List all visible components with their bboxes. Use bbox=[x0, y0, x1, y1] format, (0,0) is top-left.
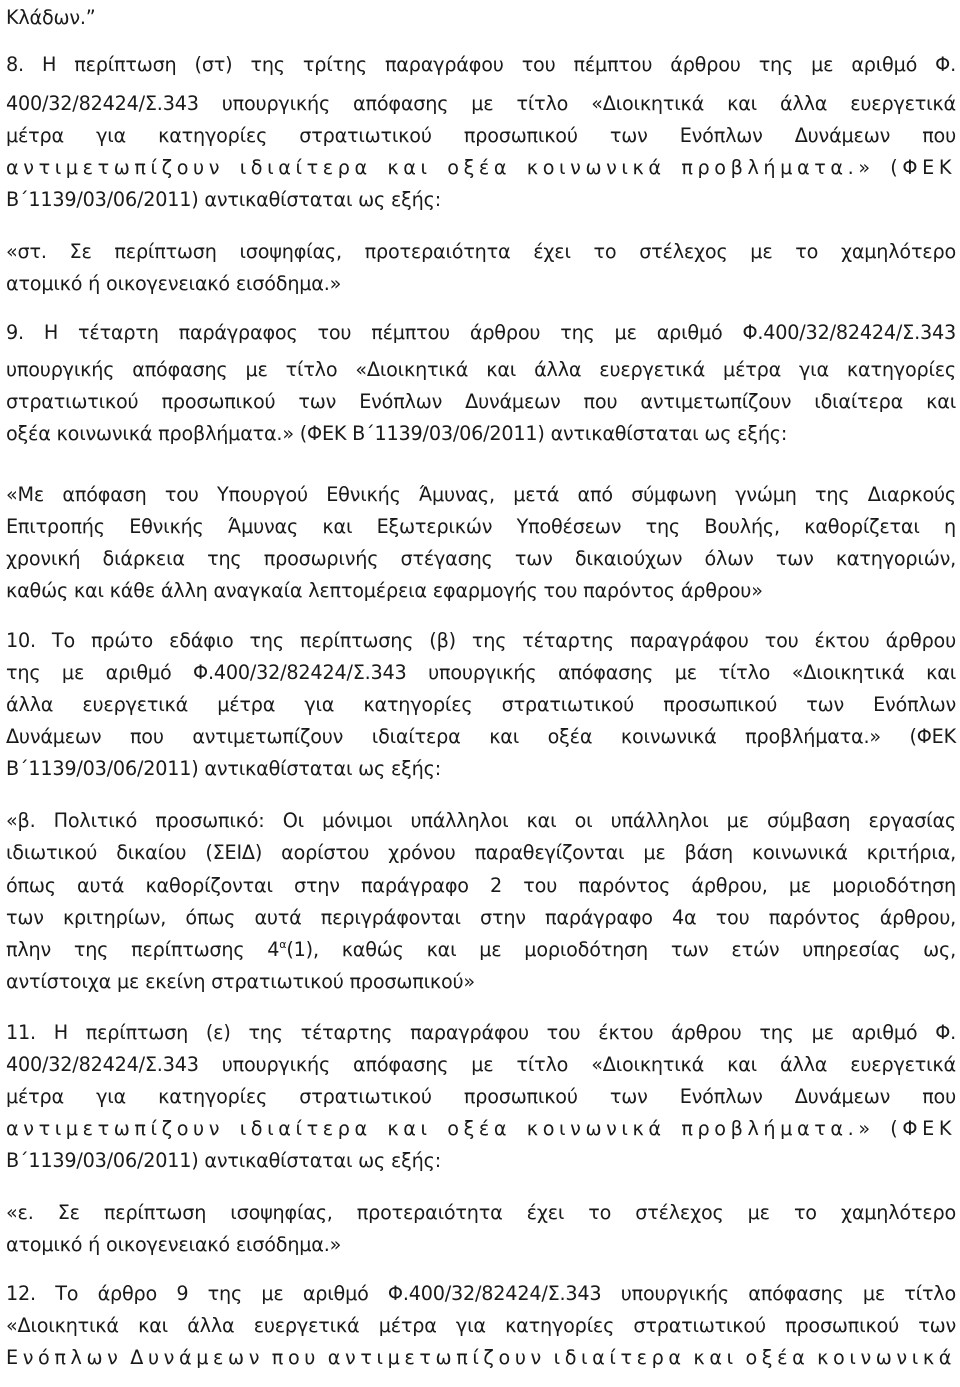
text-line-content: άλλα ευεργετικά μέτρα για κατηγορίες στρατιωτικού προσωπικού των Ενόπλων bbox=[6, 693, 956, 716]
text-line-content: 10. Το πρώτο εδάφιο της περίπτωσης (β) της τέταρτης παραγράφου του έκτου άρθρου bbox=[6, 629, 956, 652]
text-line-content: «στ. Σε περίπτωση ισοψηφίας, προτεραιότητα έχει το στέλεχος με το χαμηλότερο bbox=[6, 240, 956, 263]
text-line bbox=[6, 1018, 956, 1048]
superscript: α bbox=[279, 937, 287, 951]
text-line-content: 12. Το άρθρο 9 της με αριθμό Φ.400/32/82424/Σ.343 υπουργικής απόφασης με τίτλο bbox=[6, 1282, 956, 1305]
text-line bbox=[6, 871, 956, 901]
text-line bbox=[6, 690, 956, 720]
text-line-content: οξέα κοινωνικά προβλήματα.» (ΦΕΚ Β΄1139/03/06/2011) αντικαθίσταται ως εξής: bbox=[6, 422, 788, 445]
text-line bbox=[6, 935, 956, 965]
text-line bbox=[6, 838, 956, 868]
text-line-content: «Διοικητικά και άλλα ευεργετικά μέτρα για κατηγορίες στρατιωτικού προσωπικού των bbox=[6, 1314, 956, 1337]
text-line bbox=[6, 185, 441, 215]
text-line-content: υπουργικής απόφασης με τίτλο «Διοικητικά και άλλα ευεργετικά μέτρα για κατηγορίες bbox=[6, 358, 956, 381]
text-line bbox=[6, 722, 956, 752]
text-line bbox=[6, 512, 956, 542]
text-line-content: μέτρα για κατηγορίες στρατιωτικού προσωπικού των Ενόπλων Δυνάμεων που bbox=[6, 124, 956, 147]
text-line-content: πλην της περίπτωσης 4 bbox=[6, 938, 280, 961]
text-line bbox=[6, 480, 956, 510]
text-line-content: Β΄1139/03/06/2011) αντικαθίσταται ως εξής: bbox=[6, 188, 441, 211]
text-line bbox=[6, 387, 956, 417]
text-line bbox=[6, 626, 956, 656]
text-line-content: 9. Η τέταρτη παράγραφος του πέμπτου άρθρου της με αριθμό Φ.400/32/82424/Σ.343 bbox=[6, 321, 956, 344]
text-line-content: 8. Η περίπτωση (στ) της τρίτης παραγράφου του πέμπτου άρθρου της με αριθμό Φ. bbox=[6, 53, 956, 76]
text-line-content: καθώς και κάθε άλλη αναγκαία λεπτομέρεια εφαρμογής του παρόντος άρθρου» bbox=[6, 579, 763, 602]
text-line-content: όπως αυτά καθορίζονται στην παράγραφο 2 του παρόντος άρθρου, με μοριοδότηση bbox=[6, 874, 956, 897]
text-line bbox=[6, 1146, 441, 1176]
text-line-content: Δυνάμεων που αντιμετωπίζουν ιδιαίτερα και οξέα κοινωνικά προβλήματα.» (ΦΕΚ bbox=[6, 725, 956, 748]
text-line-content: «β. Πολιτικό προσωπικό: Οι μόνιμοι υπάλληλοι και οι υπάλληλοι με σύμβαση εργασίας bbox=[6, 809, 956, 832]
text-line-content: αντιμετωπίζουν ιδιαίτερα και οξέα κοινωνικά προβλήματα.» (ΦΕΚ bbox=[6, 156, 956, 179]
text-line bbox=[6, 153, 956, 183]
text-line bbox=[6, 50, 956, 80]
text-line bbox=[6, 1343, 956, 1373]
text-line-content: αντιμετωπίζουν ιδιαίτερα και οξέα κοινωνικά προβλήματα.» (ΦΕΚ bbox=[6, 1117, 956, 1140]
text-line bbox=[6, 576, 763, 606]
text-line bbox=[6, 1279, 956, 1309]
text-line bbox=[6, 1198, 956, 1228]
text-line bbox=[6, 754, 441, 784]
text-line bbox=[6, 544, 956, 574]
text-line bbox=[6, 1114, 956, 1144]
text-line-content: Κλάδων.” bbox=[6, 6, 96, 29]
text-line-content: της με αριθμό Φ.400/32/82424/Σ.343 υπουργικής απόφασης με τίτλο «Διοικητικά και bbox=[6, 661, 956, 684]
text-line-content: 11. Η περίπτωση (ε) της τέταρτης παραγράφου του έκτου άρθρου της με αριθμό Φ. bbox=[6, 1021, 956, 1044]
text-line bbox=[6, 1050, 956, 1080]
text-line bbox=[6, 121, 956, 151]
text-line bbox=[6, 3, 96, 33]
text-line-content: ατομικό ή οικογενειακό εισόδημα.» bbox=[6, 1233, 342, 1256]
text-line bbox=[6, 806, 956, 836]
text-line-content: «ε. Σε περίπτωση ισοψηφίας, προτεραιότητα έχει το στέλεχος με το χαμηλότερο bbox=[6, 1201, 956, 1224]
text-line bbox=[6, 237, 956, 267]
text-line bbox=[6, 1230, 341, 1260]
text-line-content: Επιτροπής Εθνικής Άμυνας και Εξωτερικών Υποθέσεων της Βουλής, καθορίζεται η bbox=[6, 515, 956, 538]
text-line-content: Ενόπλων Δυνάμεων που αντιμετωπίζουν ιδιαίτερα και οξέα κοινωνικά bbox=[6, 1346, 956, 1369]
text-line-content: Β΄1139/03/06/2011) αντικαθίσταται ως εξής: bbox=[6, 757, 441, 780]
text-line bbox=[6, 269, 341, 299]
text-line-content: στρατιωτικού προσωπικού των Ενόπλων Δυνάμεων που αντιμετωπίζουν ιδιαίτερα και bbox=[6, 390, 956, 413]
text-line-content: 400/32/82424/Σ.343 υπουργικής απόφασης με τίτλο «Διοικητικά και άλλα ευεργετικά bbox=[6, 92, 956, 115]
text-line-content: «Με απόφαση του Υπουργού Εθνικής Άμυνας, μετά από σύμφωνη γνώμη της Διαρκούς bbox=[6, 483, 956, 506]
text-line-content: χρονική διάρκεια της προσωρινής στέγασης των δικαιούχων όλων των κατηγοριών, bbox=[6, 547, 956, 570]
text-line-content: ατομικό ή οικογενειακό εισόδημα.» bbox=[6, 272, 342, 295]
text-line bbox=[6, 89, 956, 119]
text-line bbox=[6, 318, 956, 348]
text-line-content: 400/32/82424/Σ.343 υπουργικής απόφασης με τίτλο «Διοικητικά και άλλα ευεργετικά bbox=[6, 1053, 956, 1076]
text-line bbox=[6, 355, 956, 385]
text-line bbox=[6, 658, 956, 688]
text-line-content: μέτρα για κατηγορίες στρατιωτικού προσωπικού των Ενόπλων Δυνάμεων που bbox=[6, 1085, 956, 1108]
text-line bbox=[6, 419, 787, 449]
text-line-content: αντίστοιχα με εκείνη στρατιωτικού προσωπικού» bbox=[6, 970, 475, 993]
text-line-content: Β΄1139/03/06/2011) αντικαθίσταται ως εξής: bbox=[6, 1149, 441, 1172]
text-line bbox=[6, 967, 475, 997]
text-line bbox=[6, 1311, 956, 1341]
text-line bbox=[6, 903, 956, 933]
text-line-content: ιδιωτικού δικαίου (ΣΕΙΔ) αορίστου χρόνου παραθεγίζονται με βάση κοινωνικά κριτήρια, bbox=[6, 841, 956, 864]
text-line-content: των κριτηρίων, όπως αυτά περιγράφονται στην παράγραφο 4α του παρόντος άρθρου, bbox=[6, 906, 956, 929]
text-line bbox=[6, 1082, 956, 1112]
text-line-continuation: (1), καθώς και με μοριοδότηση των ετών υπηρεσίας ως, bbox=[286, 938, 957, 961]
